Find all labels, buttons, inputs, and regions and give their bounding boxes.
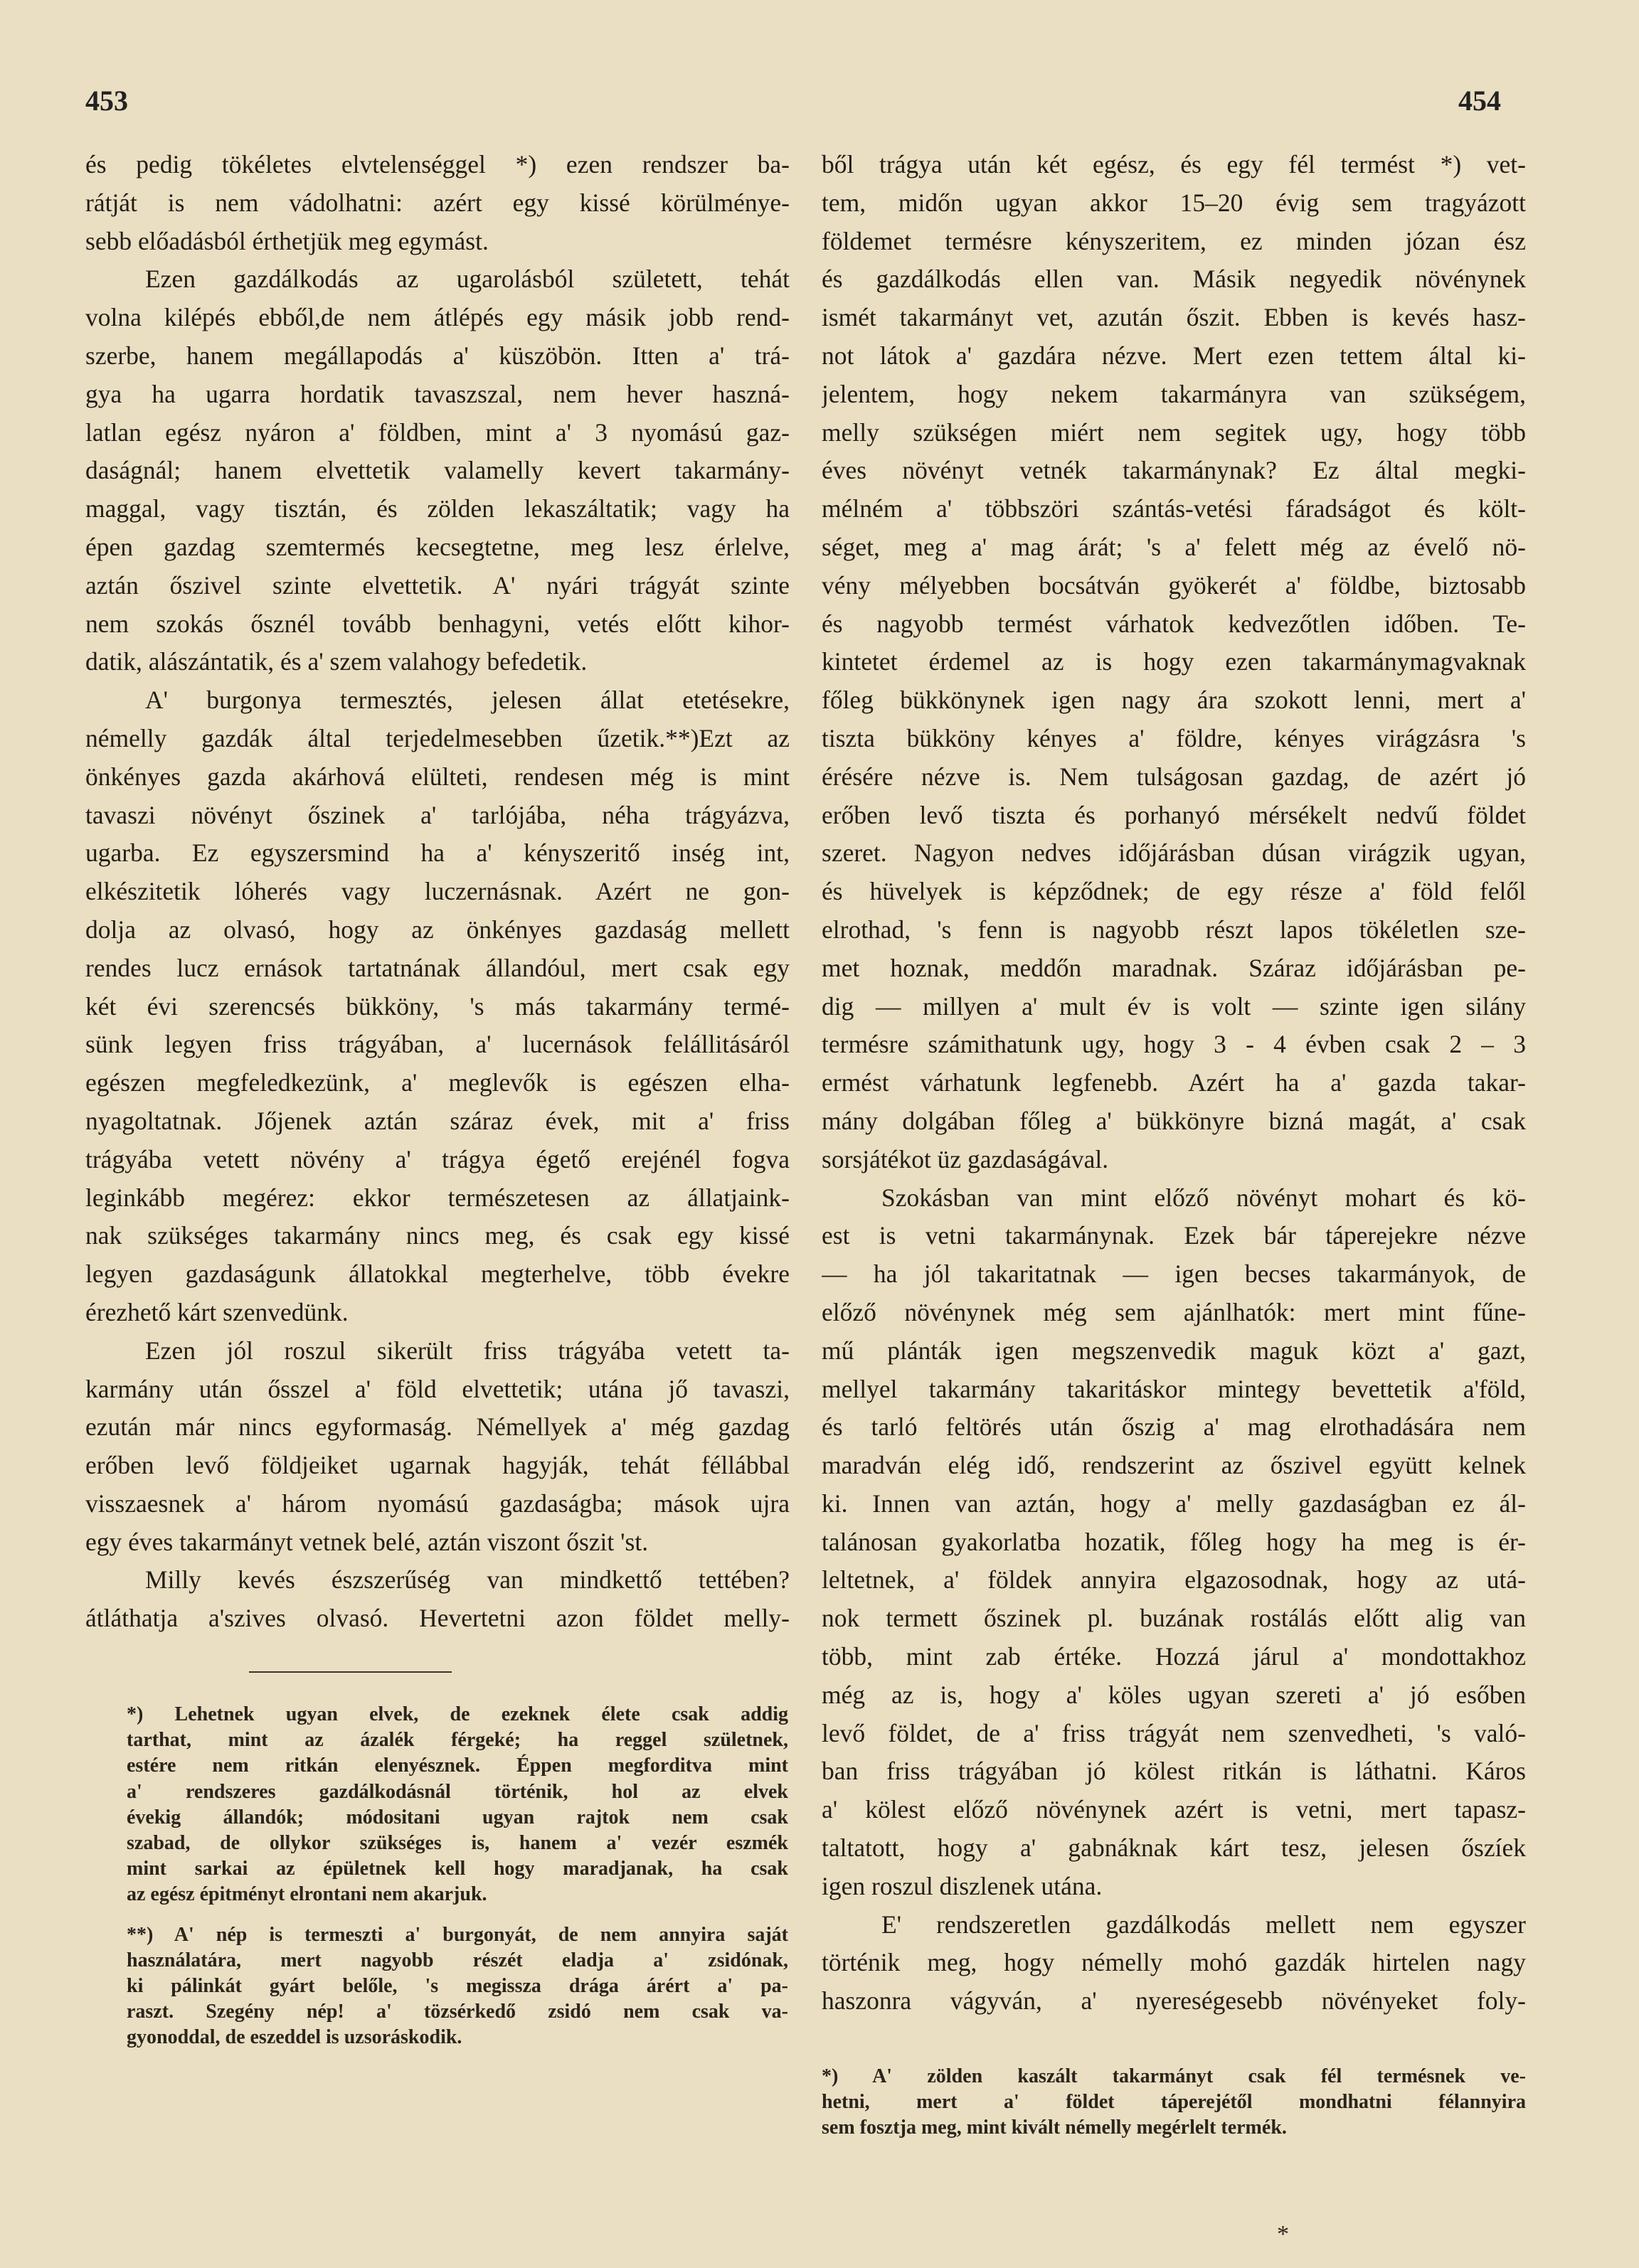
text-line: egy éves takarmányt vetnek belé, aztán viszont őszit 'st. [85, 1527, 649, 1556]
text-line: erőben levő tiszta és porhanyó mérsékelt nedvű földet [822, 800, 1526, 829]
text-line: volna kilépés ebből,de nem átlépés egy másik jobb rend- [85, 303, 790, 332]
text-line: éves növényt vetnék takarmánynak? Ez által megki- [822, 456, 1526, 485]
text-line: ban friss trágyában jó kölest ritkán is láthatni. Káros [822, 1757, 1526, 1786]
footnote-line: mint sarkai az épületnek kell hogy maradjanak, ha csak [127, 1858, 788, 1880]
text-line: legyen gazdaságunk állatokkal megterhelve, több évekre [85, 1260, 790, 1289]
text-line: egészen megfeledkezünk, a' meglevők is egészen elha- [85, 1068, 790, 1097]
text-line: még az is, hogy a' köles ugyan szereti a' jó esőben [822, 1680, 1526, 1709]
text-line: maggal, vagy tisztán, és zölden lekaszáltatik; vagy ha [85, 494, 790, 523]
text-line: not látok a' gazdára nézve. Mert ezen tettem által ki- [822, 341, 1526, 370]
text-line: Szokásban van mint előző növényt mohart és kö- [881, 1183, 1526, 1212]
footnote-line: *) Lehetnek ugyan elvek, de ezeknek élete csak addig [127, 1703, 788, 1725]
text-line: maradván elég idő, rendszerint az őszivel együtt kelnek [822, 1451, 1526, 1480]
text-line: történik meg, hogy némelly mohó gazdák hirtelen nagy [822, 1948, 1526, 1977]
text-line: Milly kevés észszerűség van mindkettő tettében? [145, 1565, 790, 1594]
text-line: a' kölest előző növénynek azért is vetni, mert tapasz- [822, 1795, 1526, 1824]
footnote-line: szabad, de ollykor szükséges is, hanem a' vezér eszmék [127, 1832, 788, 1855]
left-column-body [85, 146, 790, 1638]
text-line: földemet termésre kényszeritem, ez minden józan ész [822, 226, 1526, 255]
footnote-line [127, 1908, 788, 1922]
text-line: érésére nézve is. Nem tulságosan gazdag, de azért jó [822, 762, 1526, 791]
footnote-line: **) A' nép is termeszti a' burgonyát, de nem annyira saját [127, 1923, 788, 1946]
footnote-line: gyonoddal, de eszeddel is uzsoráskodik. [127, 2026, 462, 2049]
text-line: tiszta bükköny kényes a' földre, kényes virágzásra 's [822, 723, 1526, 752]
text-line: vény mélyebben bocsátván gyökerét a' földbe, biztosabb [822, 570, 1526, 600]
text-line: nok termett őszinek pl. buzának rostálás előtt alig van [822, 1604, 1526, 1633]
left-footnotes [127, 1702, 788, 2051]
text-line: szeret. Nagyon nedves időjárásban dúsan virágzik ugyan, [822, 838, 1526, 868]
text-line: főleg bükkönynek igen nagy ára szokott lenni, mert a' [822, 686, 1526, 715]
text-line: A' burgonya termesztés, jelesen állat etetésekre, [145, 686, 790, 715]
text-line: talánosan gyakorlatba hozatik, főleg hogy ha meg is ér- [822, 1527, 1526, 1556]
text-line: tavaszi növényt őszinek a' tarlójába, néha trágyázva, [85, 800, 790, 829]
text-line: és nagyobb termést várhatok kedvezőtlen időben. Te- [822, 609, 1526, 638]
text-line: latlan egész nyáron a' földben, mint a' 3 nyomású gaz- [85, 417, 790, 447]
text-line: sünk legyen friss trágyában, a' lucernások felállitásáról [85, 1030, 790, 1059]
text-line: elkészitetik lóherés vagy luczernásnak. Azért ne gon- [85, 877, 790, 906]
footnote-line: az egész épitményt elrontani nem akarjuk. [127, 1883, 487, 1906]
footnote-line: estére nem ritkán elenyésznek. Éppen megforditva mint [127, 1755, 788, 1777]
text-line: és tarló feltörés után őszig a' mag elrothadására nem [822, 1412, 1526, 1442]
text-line: és pedig tökéletes elvtelenséggel *) ezen rendszer ba- [85, 150, 790, 179]
text-line: sorsjátékot üz gazdaságával. [822, 1144, 1109, 1173]
footnote-line: hetni, mert a' földet táperejétől mondhatni félannyira [822, 2091, 1526, 2114]
text-line: nem szokás ősznél tovább benhagyni, vetés előtt kihor- [85, 609, 790, 638]
footnote-line: használatára, mert nagyobb részét eladja a' zsidónak, [127, 1949, 788, 1971]
text-line: dig — millyen a' mult év is volt — szinte igen silány [822, 991, 1526, 1021]
text-line: ezután már nincs egyformaság. Némellyek a' még gazdag [85, 1412, 790, 1442]
footnote-line: raszt. Szegény nép! a' tözsérkedő zsidó nem csak va- [127, 2001, 788, 2023]
text-line: haszonra vágyván, a' nyereségesebb növényeket foly- [822, 1986, 1526, 2016]
right-footnotes [822, 2064, 1526, 2141]
text-line: és hüvelyek is képződnek; de egy része a' föld felől [822, 877, 1526, 906]
footnote-line: sem fosztja meg, mint kivált némelly megérlelt termék. [822, 2117, 1287, 2139]
text-line: erőben levő földjeiket ugarnak hagyják, tehát féllábbal [85, 1451, 790, 1480]
text-line: mány dolgában főleg a' bükkönyre bizná magát, a' csak [822, 1106, 1526, 1135]
text-line: taltatott, hogy a' gabnáknak kárt tesz, jelesen őszíek [822, 1833, 1526, 1863]
text-line: ki. Innen van aztán, hogy a' melly gazdaságban ez ál- [822, 1489, 1526, 1518]
text-line: elrothad, 's fenn is nagyobb részt lapos tökéletlen sze- [822, 915, 1526, 944]
text-line: mellyel takarmány takaritáskor mintegy bevettetik a'föld, [822, 1374, 1526, 1403]
text-line: két évi szerencsés bükköny, 's más takarmány termé- [85, 991, 790, 1021]
text-line: sebb előadásból érthetjük meg egymást. [85, 226, 489, 255]
text-line: kintetet érdemel az is hogy ezen takarmánymagvaknak [822, 647, 1526, 676]
right-column-body [822, 146, 1526, 2021]
text-line: trágyába vetett növény a' trágya égető erejénél fogva [85, 1144, 790, 1173]
text-line: leginkább megérez: ekkor természetesen az állatjaink- [85, 1183, 790, 1212]
footnote-line: évekig állandók; módositani ugyan rajtok nem csak [127, 1806, 788, 1828]
text-line: több, mint zab értéke. Hozzá járul a' mondottakhoz [822, 1642, 1526, 1671]
page-number-left: 453 [85, 85, 128, 117]
text-line: E' rendszeretlen gazdálkodás mellett nem egyszer [881, 1910, 1526, 1939]
text-line: rátját is nem vádolhatni: azért egy kissé körülménye- [85, 188, 790, 217]
text-line: némelly gazdák által terjedelmesebben űzetik.**)Ezt az [85, 723, 790, 752]
text-line: jelentem, hogy nekem takarmányra van szükségem, [822, 379, 1526, 408]
text-line: rendes lucz ernások tartatnának állandóul, mert csak egy [85, 953, 790, 982]
text-line: ugarba. Ez egyszersmind ha a' kényszeritő inség int, [85, 838, 790, 868]
text-line: daságnál; hanem elvettetik valamelly kevert takarmány- [85, 456, 790, 485]
text-line: mélném a' többszöri szántás-vetési fáradságot és költ- [822, 494, 1526, 523]
text-line: érezhető kárt szenvedünk. [85, 1297, 349, 1326]
footnote-line: a' rendszeres gazdálkodásnál történik, hol az elvek [127, 1780, 788, 1803]
text-line: önkényes gazda akárhová elülteti, rendesen még is mint [85, 762, 790, 791]
text-line: ismét takarmányt vet, azután őszit. Ebben is kevés hasz- [822, 303, 1526, 332]
page-number-right: 454 [1458, 85, 1501, 117]
text-line: levő földet, de a' friss trágyát nem szenvedheti, 's való- [822, 1718, 1526, 1747]
text-line: mű plánták igen megszenvedik maguk közt a' gazt, [822, 1336, 1526, 1365]
text-line: melly szükségen miért nem segitek ugy, hogy több [822, 417, 1526, 447]
text-line: leltetnek, a' földek annyira elgazosodnak, hogy az utá- [822, 1565, 1526, 1594]
text-line: Ezen jól roszul sikerült friss trágyába vetett ta- [145, 1336, 790, 1365]
text-line: dolja az olvasó, hogy az önkényes gazdaság mellett [85, 915, 790, 944]
text-line: épen gazdag szemtermés kecsegtetne, meg lesz érlelve, [85, 532, 790, 561]
footnote-line: *) A' zölden kaszált takarmányt csak fél termésnek ve- [822, 2065, 1526, 2087]
text-line: — ha jól takaritatnak — igen becses takarmányok, de [822, 1260, 1526, 1289]
text-line: visszaesnek a' három nyomású gazdaságba; mások ujra [85, 1489, 790, 1518]
text-line: előző növénynek még sem ajánlhatók: mert mint fűne- [822, 1297, 1526, 1326]
text-line: séget, meg a' mag árát; 's a' felett még az évelő nö- [822, 532, 1526, 561]
text-line: szerbe, hanem megállapodás a' küszöbön. Itten a' trá- [85, 341, 790, 370]
signature-mark: * [1277, 2221, 1289, 2247]
footnote-line: ki pálinkát gyárt belőle, 's megissza drága árért a' pa- [127, 1975, 788, 1998]
text-line: átláthatja a'szives olvasó. Hevertetni azon földet melly- [85, 1604, 790, 1633]
text-line: nyagoltatnak. Jőjenek aztán száraz évek, mit a' friss [85, 1106, 790, 1135]
text-line: tem, midőn ugyan akkor 15–20 évig sem tragyázott [822, 188, 1526, 217]
text-line: met hoznak, meddőn maradnak. Száraz időjárásban pe- [822, 953, 1526, 982]
text-line: est is vetni takarmánynak. Ezek bár táperejekre nézve [822, 1221, 1526, 1250]
footnote-separator-left [249, 1671, 452, 1673]
text-line: karmány után ősszel a' föld elvettetik; utána jő tavaszi, [85, 1374, 790, 1403]
text-line: datik, alászántatik, és a' szem valahogy befedetik. [85, 647, 588, 676]
footnote-line: tarthat, mint az ázalék férgeké; ha reggel születnek, [127, 1729, 788, 1752]
text-line: ből trágya után két egész, és egy fél termést *) vet- [822, 150, 1526, 179]
text-line: igen roszul diszlenek utána. [822, 1871, 1103, 1900]
text-line: ermést várhatunk legfenebb. Azért ha a' gazda takar- [822, 1068, 1526, 1097]
text-line: termésre számithatunk ugy, hogy 3 - 4 évben csak 2 – 3 [822, 1030, 1526, 1059]
text-line: Ezen gazdálkodás az ugarolásból született, tehát [145, 265, 790, 294]
text-line: és gazdálkodás ellen van. Másik negyedik növénynek [822, 265, 1526, 294]
text-line: aztán őszivel szinte elvettetik. A' nyári trágyát szinte [85, 570, 790, 600]
text-line: nak szükséges takarmány nincs meg, és csak egy kissé [85, 1221, 790, 1250]
text-line: gya ha ugarra hordatik tavaszszal, nem hever haszná- [85, 379, 790, 408]
